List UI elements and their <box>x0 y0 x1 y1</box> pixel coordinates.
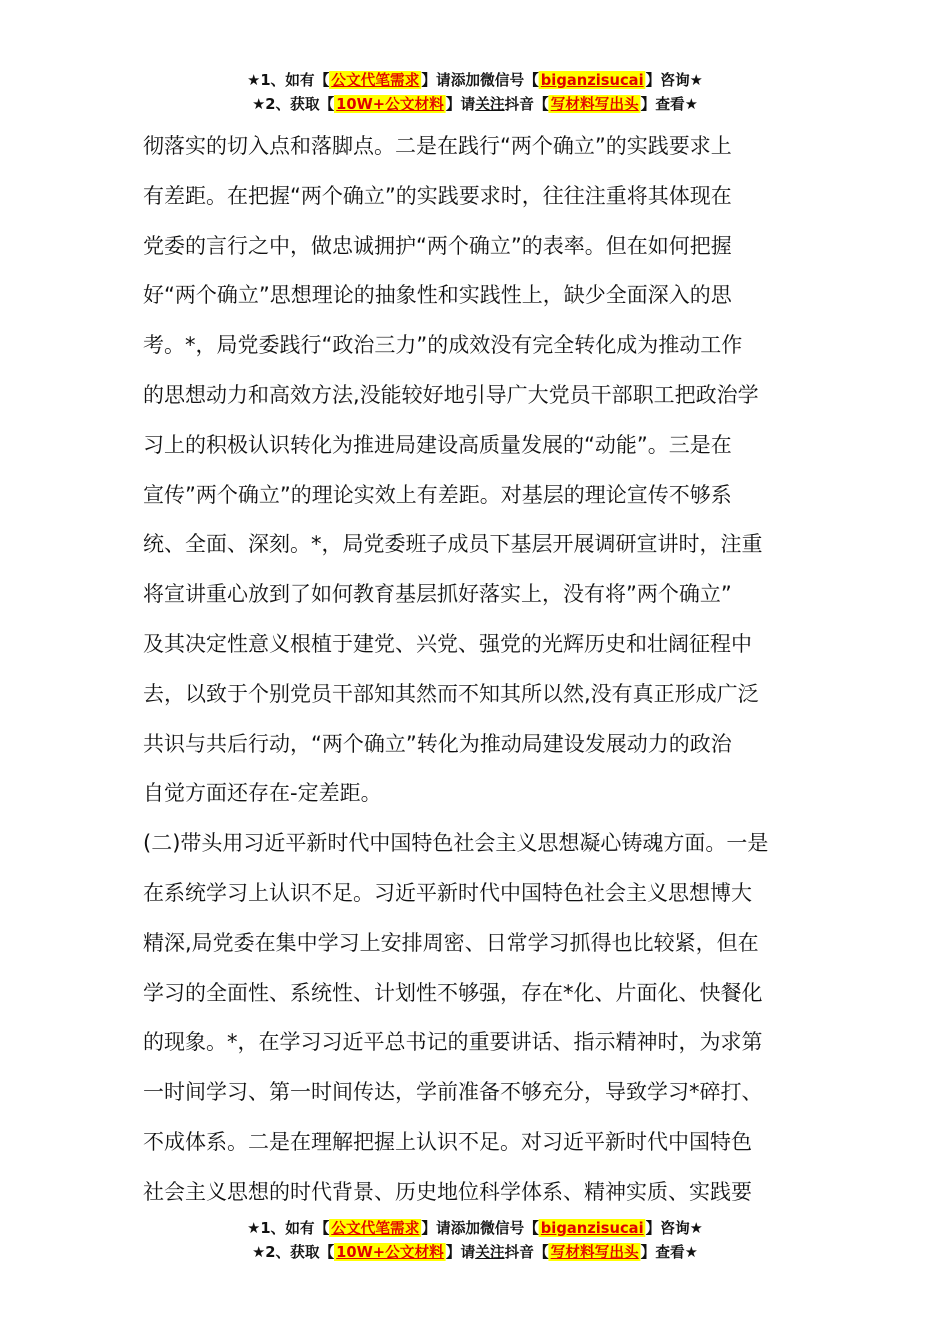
body-line: 党委的言行之中，做忠诚拥护“两个确立”的表率。但在如何把握 <box>143 233 732 258</box>
body-line: 学习的全面性、系统性、计划性不够强，存在*化、片面化、快餐化 <box>143 980 763 1005</box>
body-line: 统、全面、深刻。*，局党委班子成员下基层开展调研宣讲时，注重 <box>143 532 763 557</box>
banner-text: 抖音【 <box>504 1243 549 1261</box>
banner-text: 】请 <box>445 1243 476 1261</box>
banner-text: 抖音【 <box>504 95 549 113</box>
underlined-follow: 关注 <box>475 1243 505 1261</box>
body-line: 及其决定性意义根植于建党、兴党、强党的光辉历史和壮阔征程中 <box>143 631 752 656</box>
banner-text: 】咨询★ <box>645 1219 703 1237</box>
highlight-wechat-id: biganzisucai <box>540 71 644 89</box>
banner-text: 】请添加微信号【 <box>421 1219 539 1237</box>
highlight-service: 公文代笔需求 <box>331 1219 420 1237</box>
banner-text: 】咨询★ <box>645 71 703 89</box>
body-line: 一时间学习、第一时间传达，学前准备不够充分，导致学习*碎打、 <box>143 1080 763 1105</box>
highlight-service: 公文代笔需求 <box>331 71 420 89</box>
footer-line-2 <box>10 1240 940 1264</box>
body-line: 自觉方面还存在-定差距。 <box>143 781 382 806</box>
highlight-douyin: 写材料写出头 <box>550 1243 639 1261</box>
banner-text: 】查看★ <box>640 1243 698 1261</box>
body-line: 彻落实的切入点和落脚点。二是在践行“两个确立”的实践要求上 <box>143 134 732 158</box>
body-line: 精深,局党委在集中学习上安排周密、日常学习抓得也比较紧，但在 <box>143 930 759 955</box>
footer-line-1 <box>10 1216 940 1240</box>
body-line: 宣传”两个确立”的理论实效上有差距。对基层的理论宣传不够系 <box>143 482 732 507</box>
document-body <box>143 122 815 1218</box>
body-line: 好“两个确立”思想理论的抽象性和实践性上，缺少全面深入的思 <box>143 283 732 308</box>
highlight-materials: 10W+公文材料 <box>336 95 444 113</box>
body-line: 的现象。*，在学习习近平总书记的重要讲话、指示精神时，为求第 <box>143 1030 763 1055</box>
body-line: 在系统学习上认识不足。习近平新时代中国特色社会主义思想博大 <box>143 880 752 905</box>
banner-text: ★1、如有【 <box>247 71 330 89</box>
body-line: 的思想动力和高效方法,没能较好地引导广大党员干部职工把政治学 <box>143 382 759 407</box>
header-line-1 <box>10 68 940 92</box>
banner-text: ★1、如有【 <box>247 1219 330 1237</box>
body-line: 去，以致于个别党员干部知其然而不知其所以然,没有真正形成广泛 <box>143 681 759 706</box>
banner-text: ★2、获取【 <box>252 1243 335 1261</box>
body-line: 不成体系。二是在理解把握上认识不足。对习近平新时代中国特色 <box>143 1129 752 1154</box>
body-line: 习上的积极认识转化为推进局建设高质量发展的“动能”。三是在 <box>143 432 732 457</box>
highlight-materials: 10W+公文材料 <box>336 1243 444 1261</box>
body-line: 社会主义思想的时代背景、历史地位科学体系、精神实质、实践要 <box>143 1179 752 1204</box>
body-line: 共识与共后行动，“两个确立”转化为推动局建设发展动力的政治 <box>143 731 732 756</box>
banner-text: ★2、获取【 <box>252 95 335 113</box>
body-line: 将宣讲重心放到了如何教育基层抓好落实上，没有将”两个确立” <box>143 582 732 607</box>
banner-text: 】请添加微信号【 <box>421 71 539 89</box>
banner-text: 】请 <box>445 95 476 113</box>
banner-text: 】查看★ <box>640 95 698 113</box>
footer-banner <box>0 1216 950 1264</box>
header-banner <box>0 68 950 116</box>
body-line: 有差距。在把握“两个确立”的实践要求时，往往注重将其体现在 <box>143 183 732 208</box>
body-line: (二)带头用习近平新时代中国特色社会主义思想凝心铸魂方面。一是 <box>143 831 769 856</box>
body-line: 考。*，局党委践行“政治三力”的成效没有完全转化成为推动工作 <box>143 333 743 358</box>
highlight-douyin: 写材料写出头 <box>550 95 639 113</box>
highlight-wechat-id: biganzisucai <box>540 1219 644 1237</box>
header-line-2 <box>10 92 940 116</box>
underlined-follow: 关注 <box>475 95 505 113</box>
